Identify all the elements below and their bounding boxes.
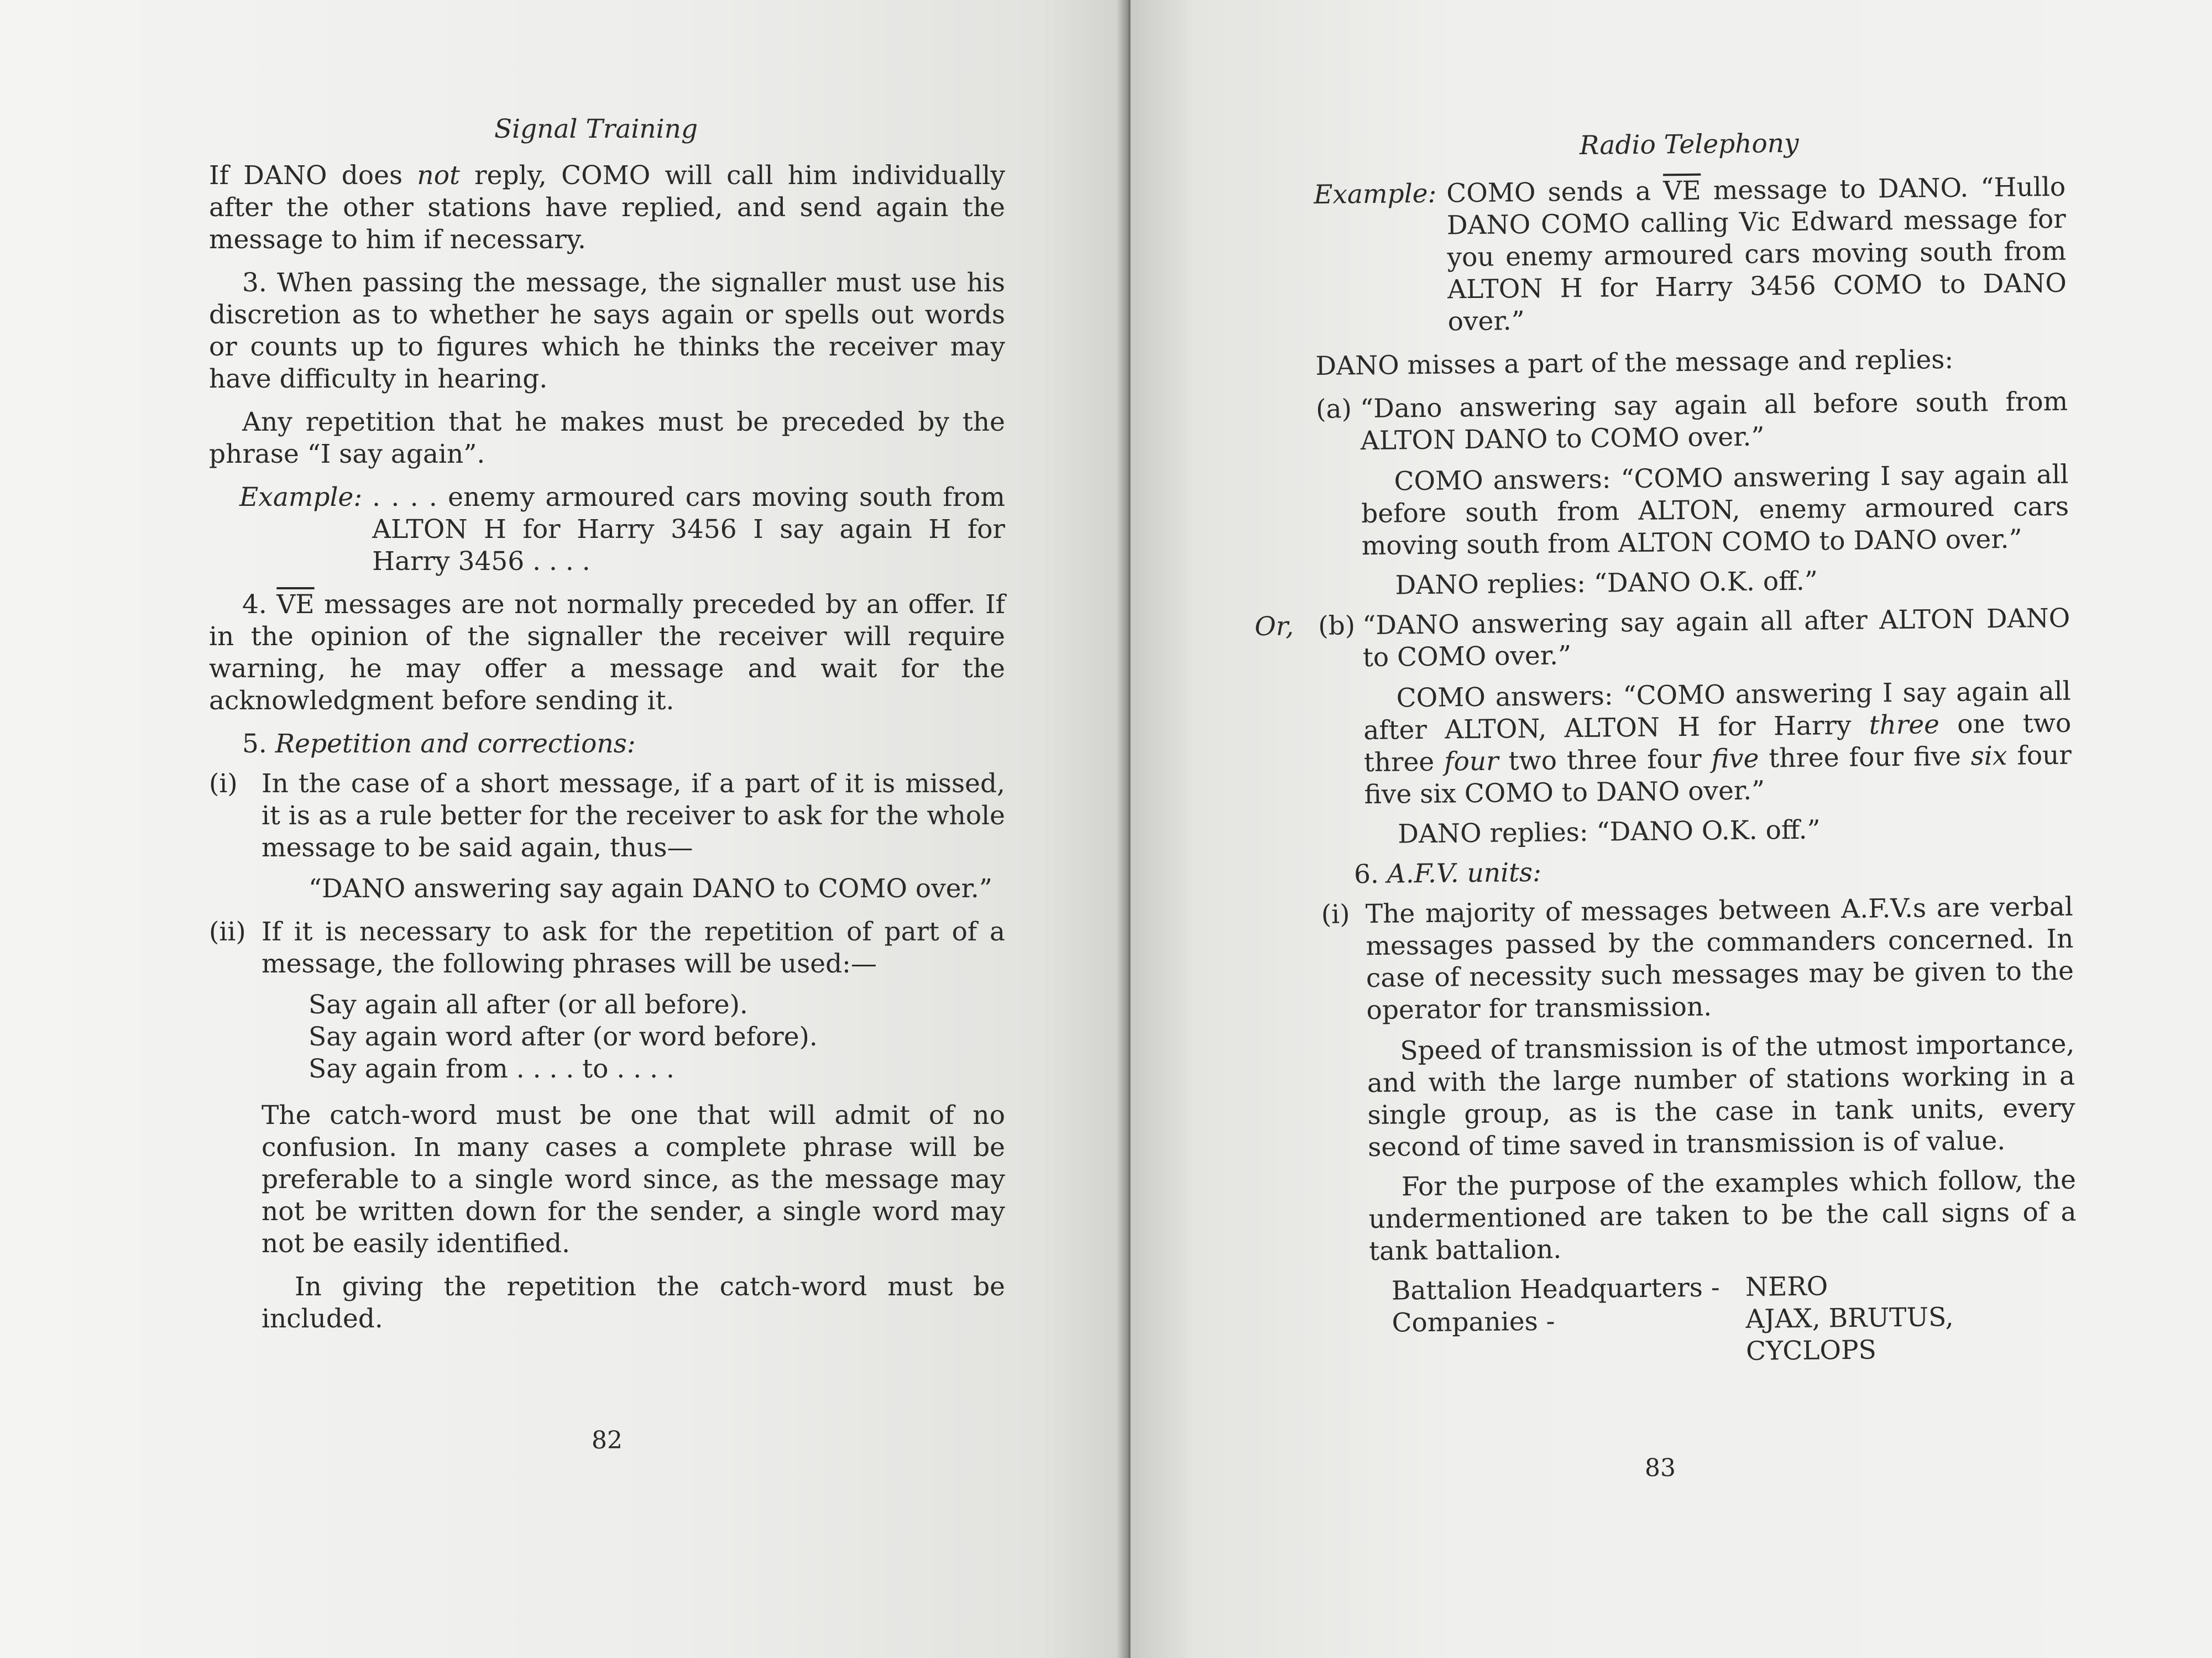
dano-reply: DANO replies: “DANO O.K. off.” xyxy=(1395,566,1818,601)
paragraph: DANO misses a part of the message and replies: xyxy=(1315,344,1954,381)
example-label: Example: xyxy=(239,482,363,512)
text: two three four xyxy=(1498,744,1712,777)
dano-reply: DANO replies: “DANO O.K. off.” xyxy=(1398,814,1821,850)
emphasis: three xyxy=(1869,709,1940,741)
text: four five six COMO to DANO over.” xyxy=(1364,740,2072,810)
running-head: Radio Telephony xyxy=(1579,128,1799,161)
section-heading-6 xyxy=(1321,851,2073,891)
section-number: 5. xyxy=(242,729,267,759)
list-item-i xyxy=(209,768,1005,864)
paragraph: In giving the repetition the catch-word must be included. xyxy=(262,1272,1005,1334)
paragraph-4 xyxy=(209,589,1005,717)
text: If DANO does xyxy=(209,160,417,191)
paragraph: For the purpose of the examples which follow, the undermentioned are taken to be the call signs of a tank battalion. xyxy=(1368,1164,2077,1267)
como-answer: COMO answers: “COMO answering I say again all before south from ALTON, enemy armoured cars moving south from ALTON COMO to DANO over.” xyxy=(1361,459,2069,562)
call-sign-label: Companies - xyxy=(1392,1306,1555,1338)
emphasis: not xyxy=(417,160,460,191)
section-title: Repetition and corrections: xyxy=(275,729,636,759)
text: message to DANO. “Hullo DANO COMO calling Vic Edward message for you enemy armoured cars moving south from ALTON H for Harry 3456 COMO to DANO over.” xyxy=(1446,171,2067,337)
phrase-list xyxy=(209,989,1005,1085)
paragraph xyxy=(209,160,1005,256)
list-item-b xyxy=(1254,603,2070,674)
example-block xyxy=(1314,171,2067,339)
paragraph: Speed of transmission is of the utmost importance, and with the large number of stations working in a single group, as is the case in tank units, every second of time saved in transmission is of value. xyxy=(1367,1028,2075,1163)
text: reply, COMO will call him individually after the other stations have replied, and send again the message to him if necessary. xyxy=(209,160,1005,255)
ve-symbol: $\overline{VE}$ xyxy=(1663,175,1701,207)
list-item-a xyxy=(1316,386,2068,458)
list-item-ii xyxy=(209,916,1005,980)
example-text: . . . . enemy armoured cars moving south from ALTON H for Harry 3456 I say again H for Harry 3456 . . . . xyxy=(372,482,1005,577)
list-number: (i) xyxy=(209,768,238,799)
text: messages are not normally preceded by an offer. If in the opinion of the signaller the receiver will require warning, he may offer a message and wait for the acknowledgment before sending it. xyxy=(209,589,1005,716)
list-text: If it is necessary to ask for the repetition of part of a message, the following phrases will be used:— xyxy=(262,917,1005,979)
phrase: Say again from . . . . to . . . . xyxy=(308,1054,674,1084)
list-number: (i) xyxy=(1321,899,1350,930)
section-number: 6. xyxy=(1353,859,1379,890)
or-label: Or, xyxy=(1254,611,1294,642)
paragraph-3: 3. When passing the message, the signaller must use his discretion as to whether he says again or spells out words or counts up to figures which he thinks the receiver may have difficulty in hearing. xyxy=(209,268,1005,394)
list-text: In the case of a short message, if a part of it is missed, it is as a rule better for the receiver to ask for the whole message to be said again, thus— xyxy=(262,768,1005,863)
text: COMO sends a xyxy=(1446,176,1664,209)
list-text: “DANO answering say again all after ALTON DANO to COMO over.” xyxy=(1362,603,2070,673)
list-text: “Dano answering say again all before south from ALTON DANO to COMO over.” xyxy=(1359,386,2068,457)
emphasis: six xyxy=(1970,740,2007,772)
right-page-content xyxy=(1254,125,2078,1372)
phrase: Say again word after (or word before). xyxy=(308,1022,818,1052)
call-sign-label: Battalion Headquarters - xyxy=(1391,1272,1720,1306)
como-answer xyxy=(1319,676,2072,812)
list-number: (b) xyxy=(1318,610,1356,641)
ve-symbol: $\overline{VE}$ xyxy=(276,589,315,620)
page-number: 82 xyxy=(592,1426,623,1455)
text: one two three xyxy=(1363,708,2072,778)
list-number: (ii) xyxy=(209,917,246,947)
example-text xyxy=(1446,171,2067,338)
quote: “DANO answering say again DANO to COMO over.” xyxy=(308,874,992,904)
call-sign-table xyxy=(1325,1268,2078,1372)
right-page xyxy=(1131,0,2212,1658)
list-item-i xyxy=(1321,891,2074,1027)
example-block xyxy=(209,482,1005,578)
paragraph: The catch-word must be one that will admit of no confusion. In many cases a complete phrase will be preferable to a single word since, as the message may not be written down for the sender, a single word may not be easily identified. xyxy=(262,1100,1005,1259)
list-number: (a) xyxy=(1315,394,1352,425)
call-sign-value: AJAX, BRUTUS, CYCLOPS xyxy=(1745,1301,1954,1367)
example-label: Example: xyxy=(1313,178,1437,210)
left-page-content xyxy=(209,113,1005,1346)
section-title: A.F.V. units: xyxy=(1387,857,1542,890)
paragraph: Any repetition that he makes must be preceded by the phrase “I say again”. xyxy=(209,407,1005,469)
phrase: Say again all after (or all before). xyxy=(308,990,748,1020)
section-heading-5 xyxy=(209,728,1005,760)
call-sign-value: NERO xyxy=(1745,1271,1828,1303)
running-head: Signal Training xyxy=(494,114,698,144)
text: COMO answers: “COMO answering I say again all after ALTON, ALTON H for Harry xyxy=(1363,676,2071,746)
page-number: 83 xyxy=(1645,1454,1676,1482)
emphasis: five xyxy=(1711,743,1759,775)
text: three four five xyxy=(1759,741,1972,774)
list-text: The majority of messages between A.F.V.s are verbal messages passed by the commanders concerned. In case of necessity such messages may be given to the operator for transmission. xyxy=(1365,891,2074,1026)
emphasis: four xyxy=(1444,746,1499,777)
section-number: 4. xyxy=(242,589,267,620)
